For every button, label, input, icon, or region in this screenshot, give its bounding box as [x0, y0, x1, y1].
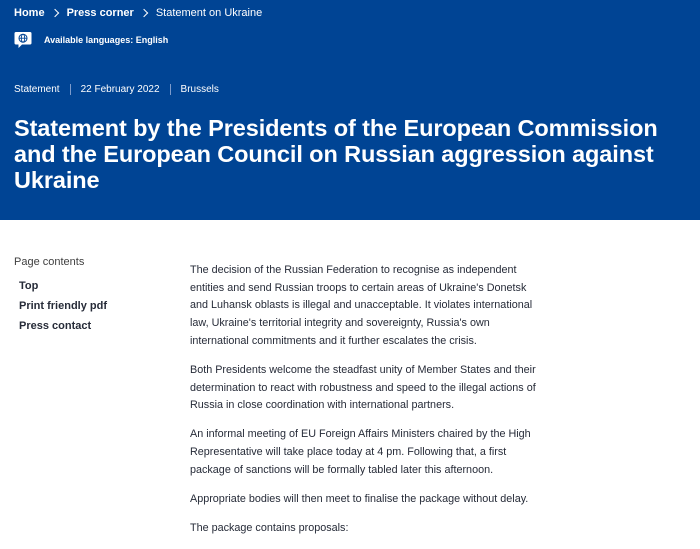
page-contents-top-link[interactable]: Top: [19, 280, 39, 292]
page-contents-nav: [14, 256, 164, 336]
breadcrumb-home-link[interactable]: Home: [14, 7, 45, 19]
article-paragraph: Appropriate bodies will then meet to finalise the package without delay.: [190, 492, 529, 505]
article-paragraph: The package contains proposals:: [190, 521, 349, 534]
article-paragraph: Both Presidents welcome the steadfast unity of Member States and their determination to react with robustness and speed to the illegal actions of Russia in close coordination with international partners.: [190, 363, 536, 412]
chevron-right-icon: [140, 9, 148, 17]
breadcrumb-current: Statement on Ukraine: [155, 7, 263, 19]
statement-meta: [14, 84, 219, 95]
statement-date: 22 February 2022: [80, 84, 160, 95]
chevron-right-icon: [50, 9, 58, 17]
page-contents-heading: Page contents: [14, 256, 85, 268]
meta-divider: [170, 84, 171, 95]
available-languages-label: Available languages: English: [44, 35, 169, 45]
available-languages[interactable]: [14, 31, 168, 49]
statement-type: Statement: [14, 84, 60, 95]
statement-location: Brussels: [180, 84, 219, 95]
breadcrumb: [14, 6, 262, 20]
article-body: [190, 262, 545, 549]
breadcrumb-press-corner-link[interactable]: Press corner: [66, 7, 134, 19]
article-paragraph: An informal meeting of EU Foreign Affairs Ministers chaired by the High Representative will take place today at 4 pm. Following that, a first package of sanctions will be formally tabled later this afternoon.: [190, 428, 531, 476]
page-title: Statement by the Presidents of the European Commission and the European Council on Russian aggression against Ukraine: [14, 115, 658, 193]
article-paragraph: The decision of the Russian Federation to recognise as independent entities and send Russian troops to certain areas of Ukraine's Donetsk and Luhansk oblasts is illegal and unacceptable. It violates international law, Ukraine's territorial integrity and sovereignty, Russia's own international commitments and it further escalates the crisis.: [190, 264, 533, 347]
globe-speech-icon: [14, 31, 32, 49]
meta-divider: [70, 84, 71, 95]
page-header: [0, 0, 700, 220]
page-contents-press-contact-link[interactable]: Press contact: [19, 320, 92, 332]
page-contents-print-pdf-link[interactable]: Print friendly pdf: [19, 300, 107, 312]
